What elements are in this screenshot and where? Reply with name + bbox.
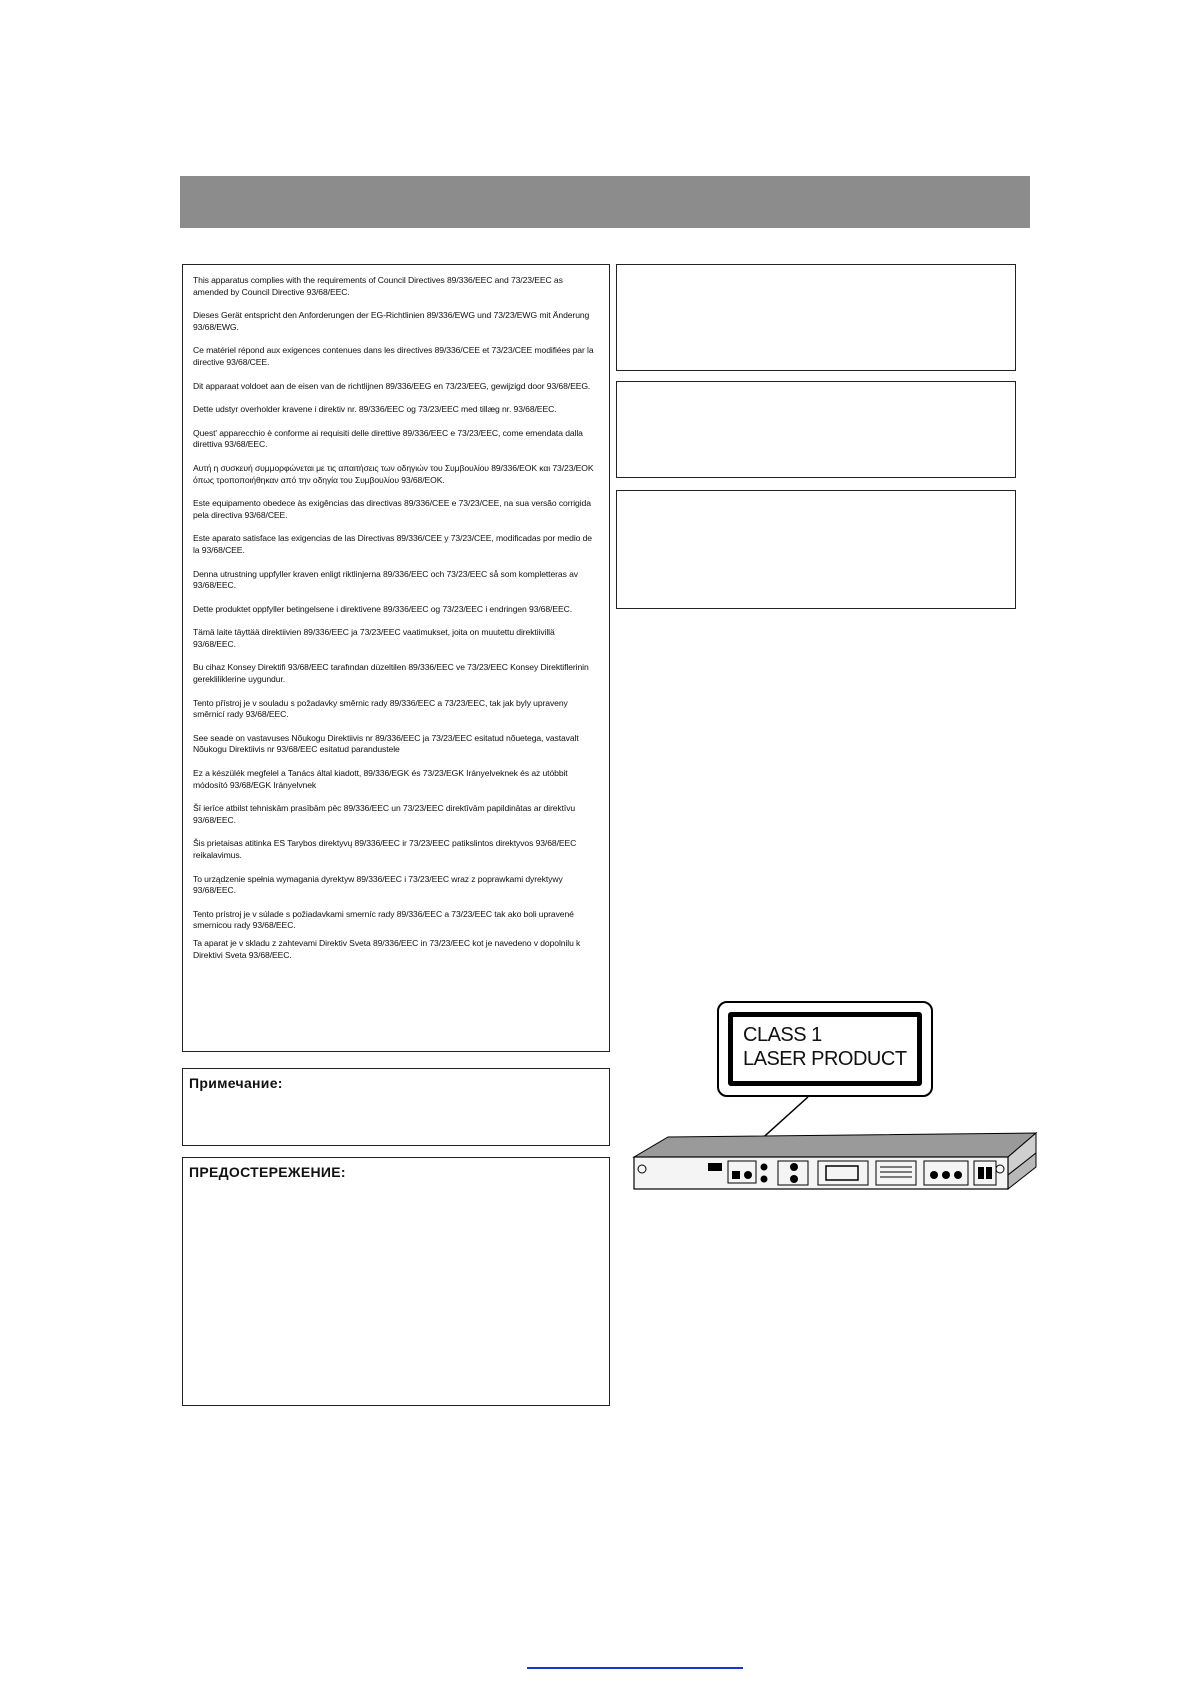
compliance-text-sk: Tento prístroj je v súlade s požiadavkami smerníc rady 89/336/EEC a 73/23/EEC tak ako boli upravené smernicou rady 93/68/EEC.	[193, 908, 574, 931]
compliance-text-pl: To urządzenie spełnia wymagania dyrektyw 89/336/EEC i 73/23/EEC wraz z poprawkami dyrektywy 93/68/EEC.	[193, 873, 563, 896]
compliance-text-el: Αυτή η συσκευή συμμορφώνεται με τις απαιτήσεις των οδηγιών του Συμβουλίου 89/336/ΕΟΚ και 73/23/ΕΟΚ όπως τροποποιήθηκαν από την οδηγία του Συμβουλίου 93/68/ΕΟΚ.	[193, 462, 594, 485]
compliance-text-no: Dette produktet oppfyller betingelsene i direktivene 89/336/EEC og 73/23/EEC i endringen 93/68/EEC.	[193, 603, 572, 614]
compliance-text-lt: Šis prietaisas atitinka ES Tarybos direktyvų 89/336/EEC ir 73/23/EEC patikslintos direktyvos 93/68/EEC reikalavimus.	[193, 838, 577, 860]
compliance-text-es: Este aparato satisface las exigencias de las Directivas 89/336/CEE y 73/23/CEE, modificadas por medio de la 93/68/CEE.	[193, 533, 592, 555]
compliance-text-fr: Ce matériel répond aux exigences contenues dans les directives 89/336/CEE et 73/23/CEE modifiées par la directive 93/68/CEE.	[193, 345, 594, 367]
compliance-text-fi: Tämä laite täyttää direktiivien 89/336/EEC ja 73/23/EEC vaatimukset, joita on muutettu direktiivillä 93/68/EEC.	[193, 627, 555, 649]
info-box-1	[616, 264, 1016, 371]
note-box	[182, 1068, 610, 1146]
caution-heading: ПРЕДОСТЕРЕЖЕНИЕ:	[189, 1164, 346, 1180]
compliance-text-tr: Bu cihaz Konsey Direktifi 93/68/EEC tarafından düzeltilen 89/336/EEC ve 73/23/EEC Konsey Direktiflerinin gerekliliklerine uygundur.	[193, 662, 589, 685]
compliance-statements-box	[182, 264, 610, 1052]
device-rear-illustration	[628, 1097, 1038, 1213]
device-rear-panel	[634, 1157, 1008, 1189]
compliance-text-cs: Tento přístroj je v souladu s požadavky směrnic rady 89/336/EEC a 73/23/EEC, tak jak byly upraveny směrnicí rady 93/68/EEC.	[193, 697, 568, 720]
compliance-text-en: This apparatus complies with the requirements of Council Directives 89/336/EEC and 73/23/EEC as amended by Council Directive 93/68/EEC.	[193, 275, 563, 297]
compliance-text-de: Dieses Gerät entspricht den Anforderungen der EG-Richtlinien 89/336/EWG und 73/23/EWG mit Änderung 93/68/EWG.	[193, 310, 590, 332]
section-header-bar	[180, 176, 1030, 228]
info-box-2	[616, 381, 1016, 478]
info-box-3	[616, 490, 1016, 609]
compliance-text-sv: Denna utrustning uppfyller kraven enligt riktlinjerna 89/336/EEC och 73/23/EEC så som kompletteras av 93/68/EEC.	[193, 568, 578, 591]
compliance-text-lv: Šī ierīce atbilst tehniskām prasībām pēc 89/336/EEC un 73/23/EEC direktīvām papildinātas ar direktīvu 93/68/EEC.	[193, 803, 576, 825]
laser-label-line2: LASER PRODUCT	[743, 1048, 907, 1070]
compliance-text-sl: Ta aparat je v skladu z zahtevami Direktiv Sveta 89/336/EEC in 73/23/EEC kot je navedeno v dopolnilu k Direktivi Sveta 93/68/EEC.	[193, 937, 581, 960]
note-heading: Примечание:	[189, 1075, 283, 1091]
compliance-text-da: Dette udstyr overholder kravene i direktiv nr. 89/336/EEC og 73/23/EEC med tillæg nr. 93/68/EEC.	[193, 404, 557, 415]
compliance-text-it: Quest' apparecchio è conforme ai requisiti delle direttive 89/336/EEC e 73/23/EEC, come emendata dalla direttiva 93/68/EEC.	[193, 427, 583, 450]
compliance-text-hu: Ez a készülék megfelel a Tanács által kiadott, 89/336/EGK és 73/23/EGK Irányelveknek és az utóbbit módosító 93/68/EGK Irányelvnek	[193, 768, 568, 790]
laser-class-label	[717, 1001, 933, 1097]
footer-link-underline[interactable]	[527, 1667, 743, 1669]
compliance-text-et: See seade on vastavuses Nõukogu Direktiivis nr 89/336/EEC ja 73/23/EEC esitatud nõuetega, vastavalt Nõukogu Direktiivis nr 93/68/EEC esitatud parandustele	[193, 732, 579, 755]
caution-box	[182, 1157, 610, 1406]
device-top-panel	[634, 1133, 1036, 1157]
laser-label-line1: CLASS 1	[743, 1024, 822, 1046]
compliance-text-nl: Dit apparaat voldoet aan de eisen van de richtlijnen 89/336/EEG en 73/23/EEG, gewijzigd door 93/68/EEG.	[193, 380, 591, 391]
compliance-text-pt: Este equipamento obedece às exigências das directivas 89/336/CEE e 73/23/CEE, na sua versão corrigida pela directiva 93/68/CEE.	[193, 498, 591, 520]
